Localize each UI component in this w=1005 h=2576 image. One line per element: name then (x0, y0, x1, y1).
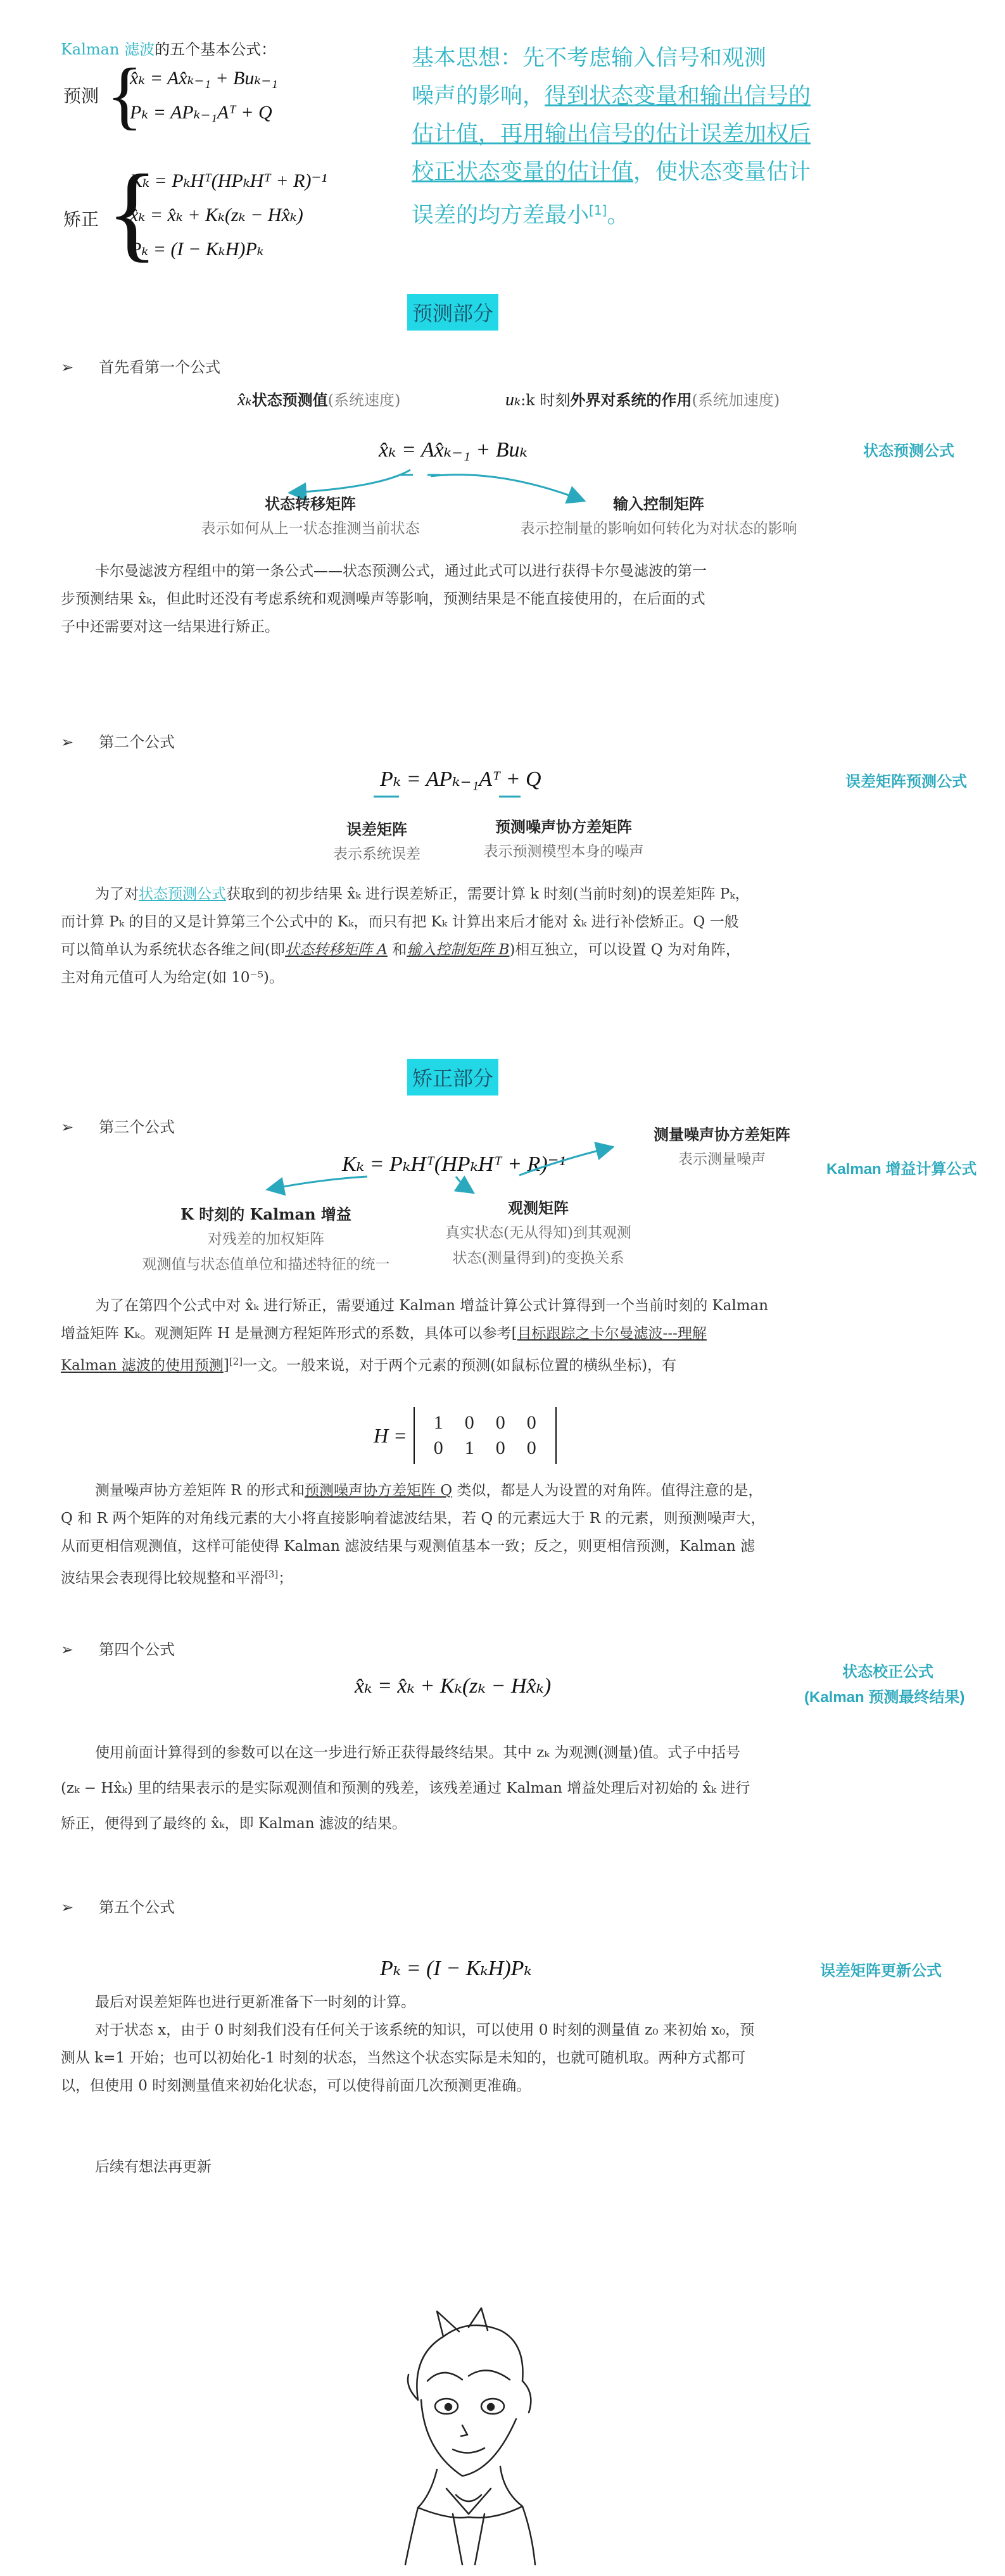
ref-3[interactable]: [3] (265, 1569, 279, 1580)
predict-brace: { (106, 53, 143, 137)
arrow-bullet-icon: ➢ (61, 358, 74, 376)
intro-eq1: x̂ₖ = Ax̂ₖ₋₁ + Buₖ₋₁ (130, 68, 278, 89)
matrix-cell: 0 (433, 1437, 443, 1458)
p5-paragraph: 最后对误差矩阵也进行更新准备下一时刻的计算。 对于状态 x，由于 0 时刻我们没有任何关于该系统的知识，可以使用 0 时刻的测量值 z₀ 来初始 x₀，预 测从 k=1 开始；也可以初始化-1 时刻的状态，当然这个状态实际是未知的，也就可随机取。两种方式都可 以，但使用 0 时刻测量值来初始化状态，可以使得前面几次预测更准确。 (61, 1994, 755, 2094)
matrix-cell: 0 (526, 1437, 536, 1458)
p2-noise-cov-desc: 表示预测模型本身的噪声 (483, 843, 644, 860)
footer-note: 后续有想法再更新 (95, 2159, 212, 2175)
correct-brace: { (106, 153, 158, 272)
link-target-tracking-cont[interactable]: Kalman 滤波的使用预测 (61, 1357, 224, 1374)
p1-input-control-label: 输入控制矩阵 (613, 495, 704, 513)
link-predict-noise-cov[interactable]: 预测噪声协方差矩阵 Q (304, 1482, 453, 1499)
idea-link-3[interactable]: 校正状态变量的估计值 (412, 160, 634, 185)
section-predict: 预测部分 (407, 294, 498, 331)
intro-eq2: Pₖ = APₖ₋₁Aᵀ + Q (130, 102, 272, 123)
bullet-formula-3: ➢ 第三个公式 (61, 1118, 175, 1136)
link-input-control[interactable]: 输入控制矩阵 B (407, 942, 510, 958)
p5-equation: Pₖ = (I − KₖH)Pₖ (380, 1957, 532, 1980)
p1-top-right: uₖ:k 时刻外界对系统的作用(系统加速度) (505, 390, 780, 410)
arrow-bullet-icon: ➢ (61, 1118, 74, 1136)
p3-measure-noise-desc: 表示测量噪声 (678, 1151, 766, 1168)
matrix-row (424, 1436, 547, 1460)
link-target-tracking[interactable]: 目标跟踪之卡尔曼滤波---理解 (517, 1325, 707, 1342)
matrix-cell: 0 (526, 1412, 536, 1433)
arrow-bullet-icon: ➢ (61, 1898, 74, 1916)
bullet-formula-5: ➢ 第五个公式 (61, 1898, 175, 1916)
intro-title: Kalman 滤波的五个基本公式： (61, 41, 277, 58)
p2-error-matrix-label: 误差矩阵 (346, 820, 407, 838)
p3-gain-desc-1: 对残差的加权矩阵 (208, 1231, 324, 1247)
intro-eq3: Kₖ = PₖHᵀ(HPₖHᵀ + R)⁻¹ (130, 170, 327, 191)
p3-measure-noise-label: 测量噪声协方差矩阵 (654, 1125, 790, 1144)
p4-paragraph: 使用前面计算得到的参数可以在这一步进行矫正获得最终结果。其中 zₖ 为观测(测量)值。式子中括号 (zₖ − Hx̂ₖ) 里的结果表示的是实际观测值和预测的残差，该残差通过 Kalman 增益处理后对初始的 x̂ₖ 进行 矫正，便得到了最终的 x̂ₖ，即 Kalman 滤波的结果。 (61, 1745, 750, 1832)
p2-underlines (374, 793, 538, 805)
arrow-bullet-icon: ➢ (61, 733, 74, 751)
predict-label: 预测 (63, 85, 99, 106)
matrix-cell: 1 (433, 1412, 443, 1433)
p2-noise-cov-label: 预测噪声协方差矩阵 (495, 818, 632, 836)
basic-idea: 基本思想：先不考虑输入信号和观测 噪声的影响，得到状态变量和输出信号的 估计值，再用输出信号的估计误差加权后 校正状态变量的估计值，使状态变量估计 误差的均方差最小[1]。 (412, 39, 855, 235)
intro-eq5: Pₖ = (I − KₖH)Pₖ (130, 239, 264, 260)
section-correct: 矫正部分 (407, 1059, 498, 1095)
arrow-to-observation (456, 1177, 472, 1192)
side-label-correct-1: 状态校正公式 (842, 1664, 933, 1681)
side-label-error-update: 误差矩阵更新公式 (820, 1962, 942, 1979)
intro-eq4: x̂ₖ = x̂ₖ + Kₖ(zₖ − Hx̂ₖ) (130, 205, 303, 225)
h-matrix: H = 1 0 0 0 0 1 0 0 (374, 1407, 557, 1464)
p1-equation: x̂ₖ = Ax̂ₖ₋₁ + Buₖ (379, 438, 528, 462)
bullet-formula-4: ➢ 第四个公式 (61, 1641, 175, 1658)
p2-error-matrix-desc: 表示系统误差 (333, 846, 420, 862)
correct-label: 矫正 (63, 209, 99, 230)
p3-observation-desc-2: 状态(测量得到)的变换关系 (452, 1250, 624, 1266)
p1-state-transition-label: 状态转移矩阵 (265, 495, 356, 513)
p1-top-left: x̂ₖ状态预测值(系统速度) (237, 390, 401, 410)
matrix-cell: 0 (464, 1412, 474, 1433)
side-label-gain: Kalman 增益计算公式 (826, 1161, 977, 1178)
arrow-bullet-icon: ➢ (61, 1641, 74, 1658)
p2-equation: Pₖ = APₖ₋₁Aᵀ + Q (380, 767, 541, 791)
p3-paragraph-1: 为了在第四个公式中对 x̂ₖ 进行矫正，需要通过 Kalman 增益计算公式计算得到一个当前时刻的 Kalman 增益矩阵 Kₖ。观测矩阵 H 是量测方程矩阵形式的系数，具体可以参考[目标跟踪之卡尔曼滤波---理解 Kalman 滤波的使用预测][2]一文。一般来说，对于两个元素的预测(如鼠标位置的横纵坐标)，有 (61, 1297, 769, 1374)
side-label-correct-2: (Kalman 预测最终结果) (804, 1689, 965, 1706)
p2-paragraph: 为了对状态预测公式获取到的初步结果 x̂ₖ 进行误差矫正，需要计算 k 时刻(当前时刻)的误差矩阵 Pₖ， 而计算 Pₖ 的目的又是计算第三个公式中的 Kₖ，而只有把 Kₖ 计算出来后才能对 x̂ₖ 进行补偿矫正。Q 一般 可以简单认为系统状态各维之间(即状态转移矩阵 A 和输入控制矩阵 B)相互独立，可以设置 Q 为对角阵， 主对角元值可人为给定(如 10⁻⁵)。 (61, 886, 750, 986)
arrow-to-measure-noise (519, 1147, 611, 1175)
p1-input-control-desc: 表示控制量的影响如何转化为对状态的影响 (520, 521, 797, 537)
idea-link-2[interactable]: 估计值，再用输出信号的估计误差加权后 (412, 122, 811, 147)
p3-gain-desc-2: 观测值与状态值单位和描述特征的统一 (142, 1256, 390, 1273)
arrow-to-state-transition (291, 470, 410, 493)
bullet-formula-2: ➢ 第二个公式 (61, 733, 175, 751)
ref-2[interactable]: [2] (229, 1356, 243, 1367)
anime-character-sketch (393, 2305, 545, 2571)
bullet-formula-1: ➢ 首先看第一个公式 (61, 358, 221, 376)
h-matrix-table (414, 1407, 557, 1464)
p3-gain-label: K 时刻的 Kalman 增益 (180, 1205, 351, 1223)
link-state-predict[interactable]: 状态预测公式 (139, 886, 226, 902)
p3-paragraph-2: 测量噪声协方差矩阵 R 的形式和预测噪声协方差矩阵 Q 类似，都是人为设置的对角阵。值得注意的是， Q 和 R 两个矩阵的对角线元素的大小将直接影响着滤波结果，若 Q 的元素远大于 R 的元素，则预测噪声大， 从而更相信观测值，这样可能使得 Kalman 滤波结果与观测值基本一致；反之，则更相信预测，Kalman 滤 波结果会表现得比较规整和平滑[3]； (61, 1482, 766, 1587)
matrix-cell: 0 (495, 1412, 505, 1433)
arrow-to-gain (269, 1177, 367, 1189)
p4-equation: x̂ₖ = x̂ₖ + Kₖ(zₖ − Hx̂ₖ) (355, 1674, 552, 1698)
matrix-row (424, 1411, 547, 1435)
idea-link-1[interactable]: 得到状态变量和输出信号的 (545, 84, 811, 109)
matrix-cell: 1 (464, 1437, 474, 1458)
p3-arrows (260, 1140, 614, 1197)
p3-equation: Kₖ = PₖHᵀ(HPₖHᵀ + R)⁻¹ (342, 1152, 566, 1176)
p1-paragraph: 卡尔曼滤波方程组中的第一条公式——状态预测公式，通过此式可以进行获得卡尔曼滤波的第一 步预测结果 x̂ₖ，但此时还没有考虑系统和观测噪声等影响，预测结果是不能直接使用的，在后面的式 子中还需要对这一结果进行矫正。 (61, 563, 707, 635)
p3-observation-desc-1: 真实状态(无从得知)到其观测 (445, 1225, 631, 1241)
side-label-state-predict: 状态预测公式 (863, 443, 954, 460)
ref-1[interactable]: [1] (589, 203, 607, 218)
link-state-transition[interactable]: 状态转移矩阵 A (284, 942, 388, 958)
side-label-error-predict: 误差矩阵预测公式 (845, 773, 967, 790)
matrix-cell: 0 (495, 1437, 505, 1458)
p3-observation-label: 观测矩阵 (508, 1199, 569, 1217)
p1-state-transition-desc: 表示如何从上一状态推测当前状态 (201, 521, 420, 537)
